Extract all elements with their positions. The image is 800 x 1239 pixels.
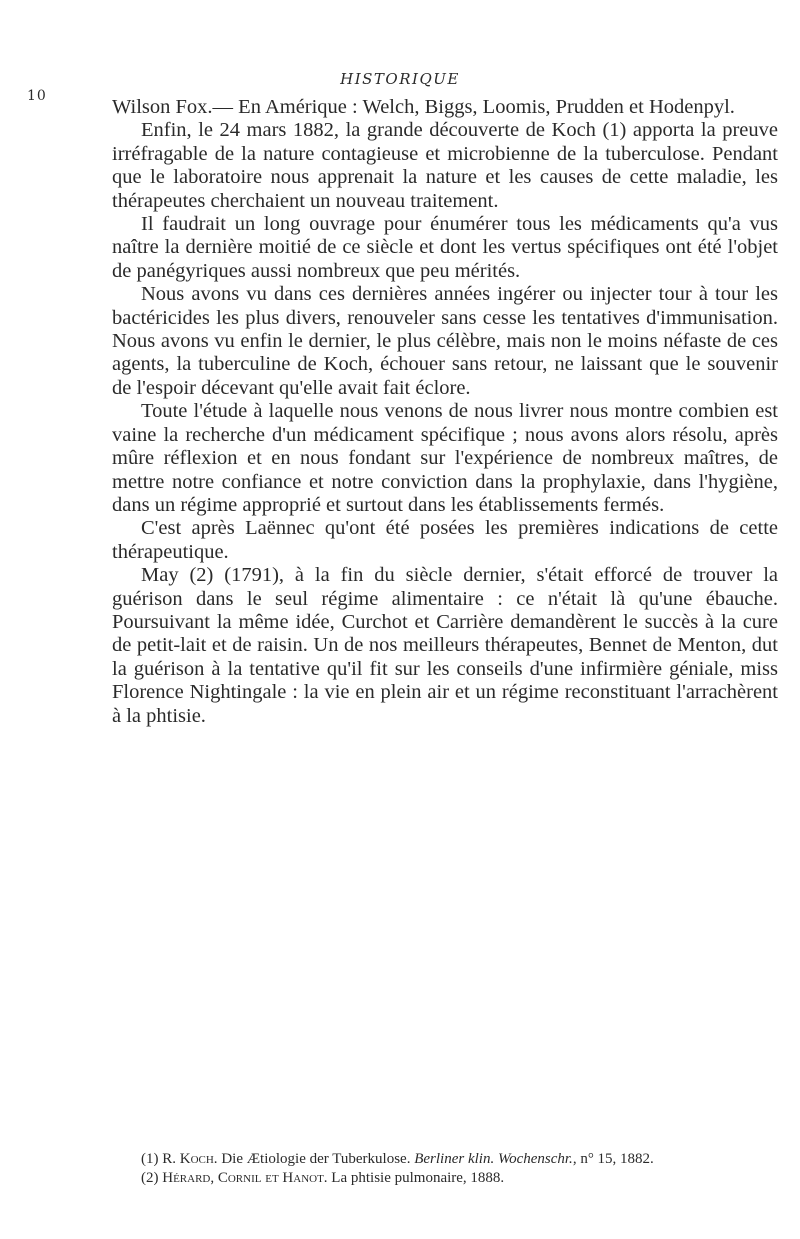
- running-head: HISTORIQUE: [340, 70, 460, 88]
- footnote-2-text: La phtisie pulmonaire, 1888.: [331, 1170, 505, 1186]
- footnote-2-authors: Hérard, Cornil et Hanot.: [162, 1170, 328, 1186]
- footnote-1-title: Die Ætiologie der Tuberkulose.: [221, 1151, 411, 1167]
- paragraph-4: Nous avons vu dans ces dernières années ingérer ou injecter tour à tour les bactéricides les plus divers, renouveler sans cesse les tentatives d'immunisation. Nous avons vu enfin le dernier, le plus célèbre, mais non le moins néfaste de ces agents, la tuberculine de Koch, échouer sans retour, ne laissant que le souvenir de l'espoir décevant qu'elle avait fait éclore.: [112, 283, 778, 399]
- footnote-1-source: Berliner klin. Wochenschr.: [414, 1151, 573, 1167]
- page-number: 10: [27, 88, 47, 104]
- paragraph-3: Il faudrait un long ouvrage pour énumérer tous les médicaments qu'a vus naître la dernière moitié de ce siècle et dont les vertus spécifiques ont été l'objet de panégyriques aussi nombreux que peu mérités.: [112, 213, 778, 282]
- footnote-1-details: , n° 15, 1882.: [572, 1151, 654, 1167]
- footnote-2: [112, 1169, 778, 1188]
- footnote-1-author: R. Koch.: [162, 1151, 218, 1167]
- paragraph-6: C'est après Laënnec qu'ont été posées les premières indications de cette thérapeutique.: [112, 517, 778, 563]
- footnotes: [112, 1150, 778, 1188]
- paragraph-5: Toute l'étude à laquelle nous venons de nous livrer nous montre combien est vaine la recherche d'un médicament spécifique ; nous avons alors résolu, après mûre réflexion et en nous fondant sur l'expérience de nombreux maîtres, de mettre notre confiance et notre conviction dans la prophylaxie, dans l'hygiène, dans un régime approprié et surtout dans les établissements fermés.: [112, 400, 778, 516]
- footnote-1-marker: (1): [141, 1151, 159, 1167]
- paragraph-1: Wilson Fox.— En Amérique : Welch, Biggs, Loomis, Prudden et Hodenpyl.: [112, 96, 735, 118]
- paragraph-7: May (2) (1791), à la fin du siècle dernier, s'était efforcé de trouver la guérison dans le seul régime alimentaire : ce n'était là qu'une ébauche. Poursuivant la même idée, Curchot et Carrière demandèrent le succès à la cure de petit-lait et de raisin. Un de nos meilleurs thérapeutes, Bennet de Menton, dut la guérison à la tentative qu'il fit sur les conseils d'une infirmière géniale, miss Florence Nightingale : la vie en plein air et un régime reconstituant l'arrachèrent à la phtisie.: [112, 564, 778, 727]
- body-text: [112, 96, 778, 728]
- paragraph-2: Enfin, le 24 mars 1882, la grande découverte de Koch (1) apporta la preuve irréfragable de la nature contagieuse et microbienne de la tuberculose. Pendant que le laboratoire nous apprenait la nature et les causes de cette maladie, les thérapeutes cherchaient un nouveau traitement.: [112, 119, 778, 212]
- footnote-1: [112, 1150, 778, 1169]
- footnote-2-marker: (2): [141, 1170, 159, 1186]
